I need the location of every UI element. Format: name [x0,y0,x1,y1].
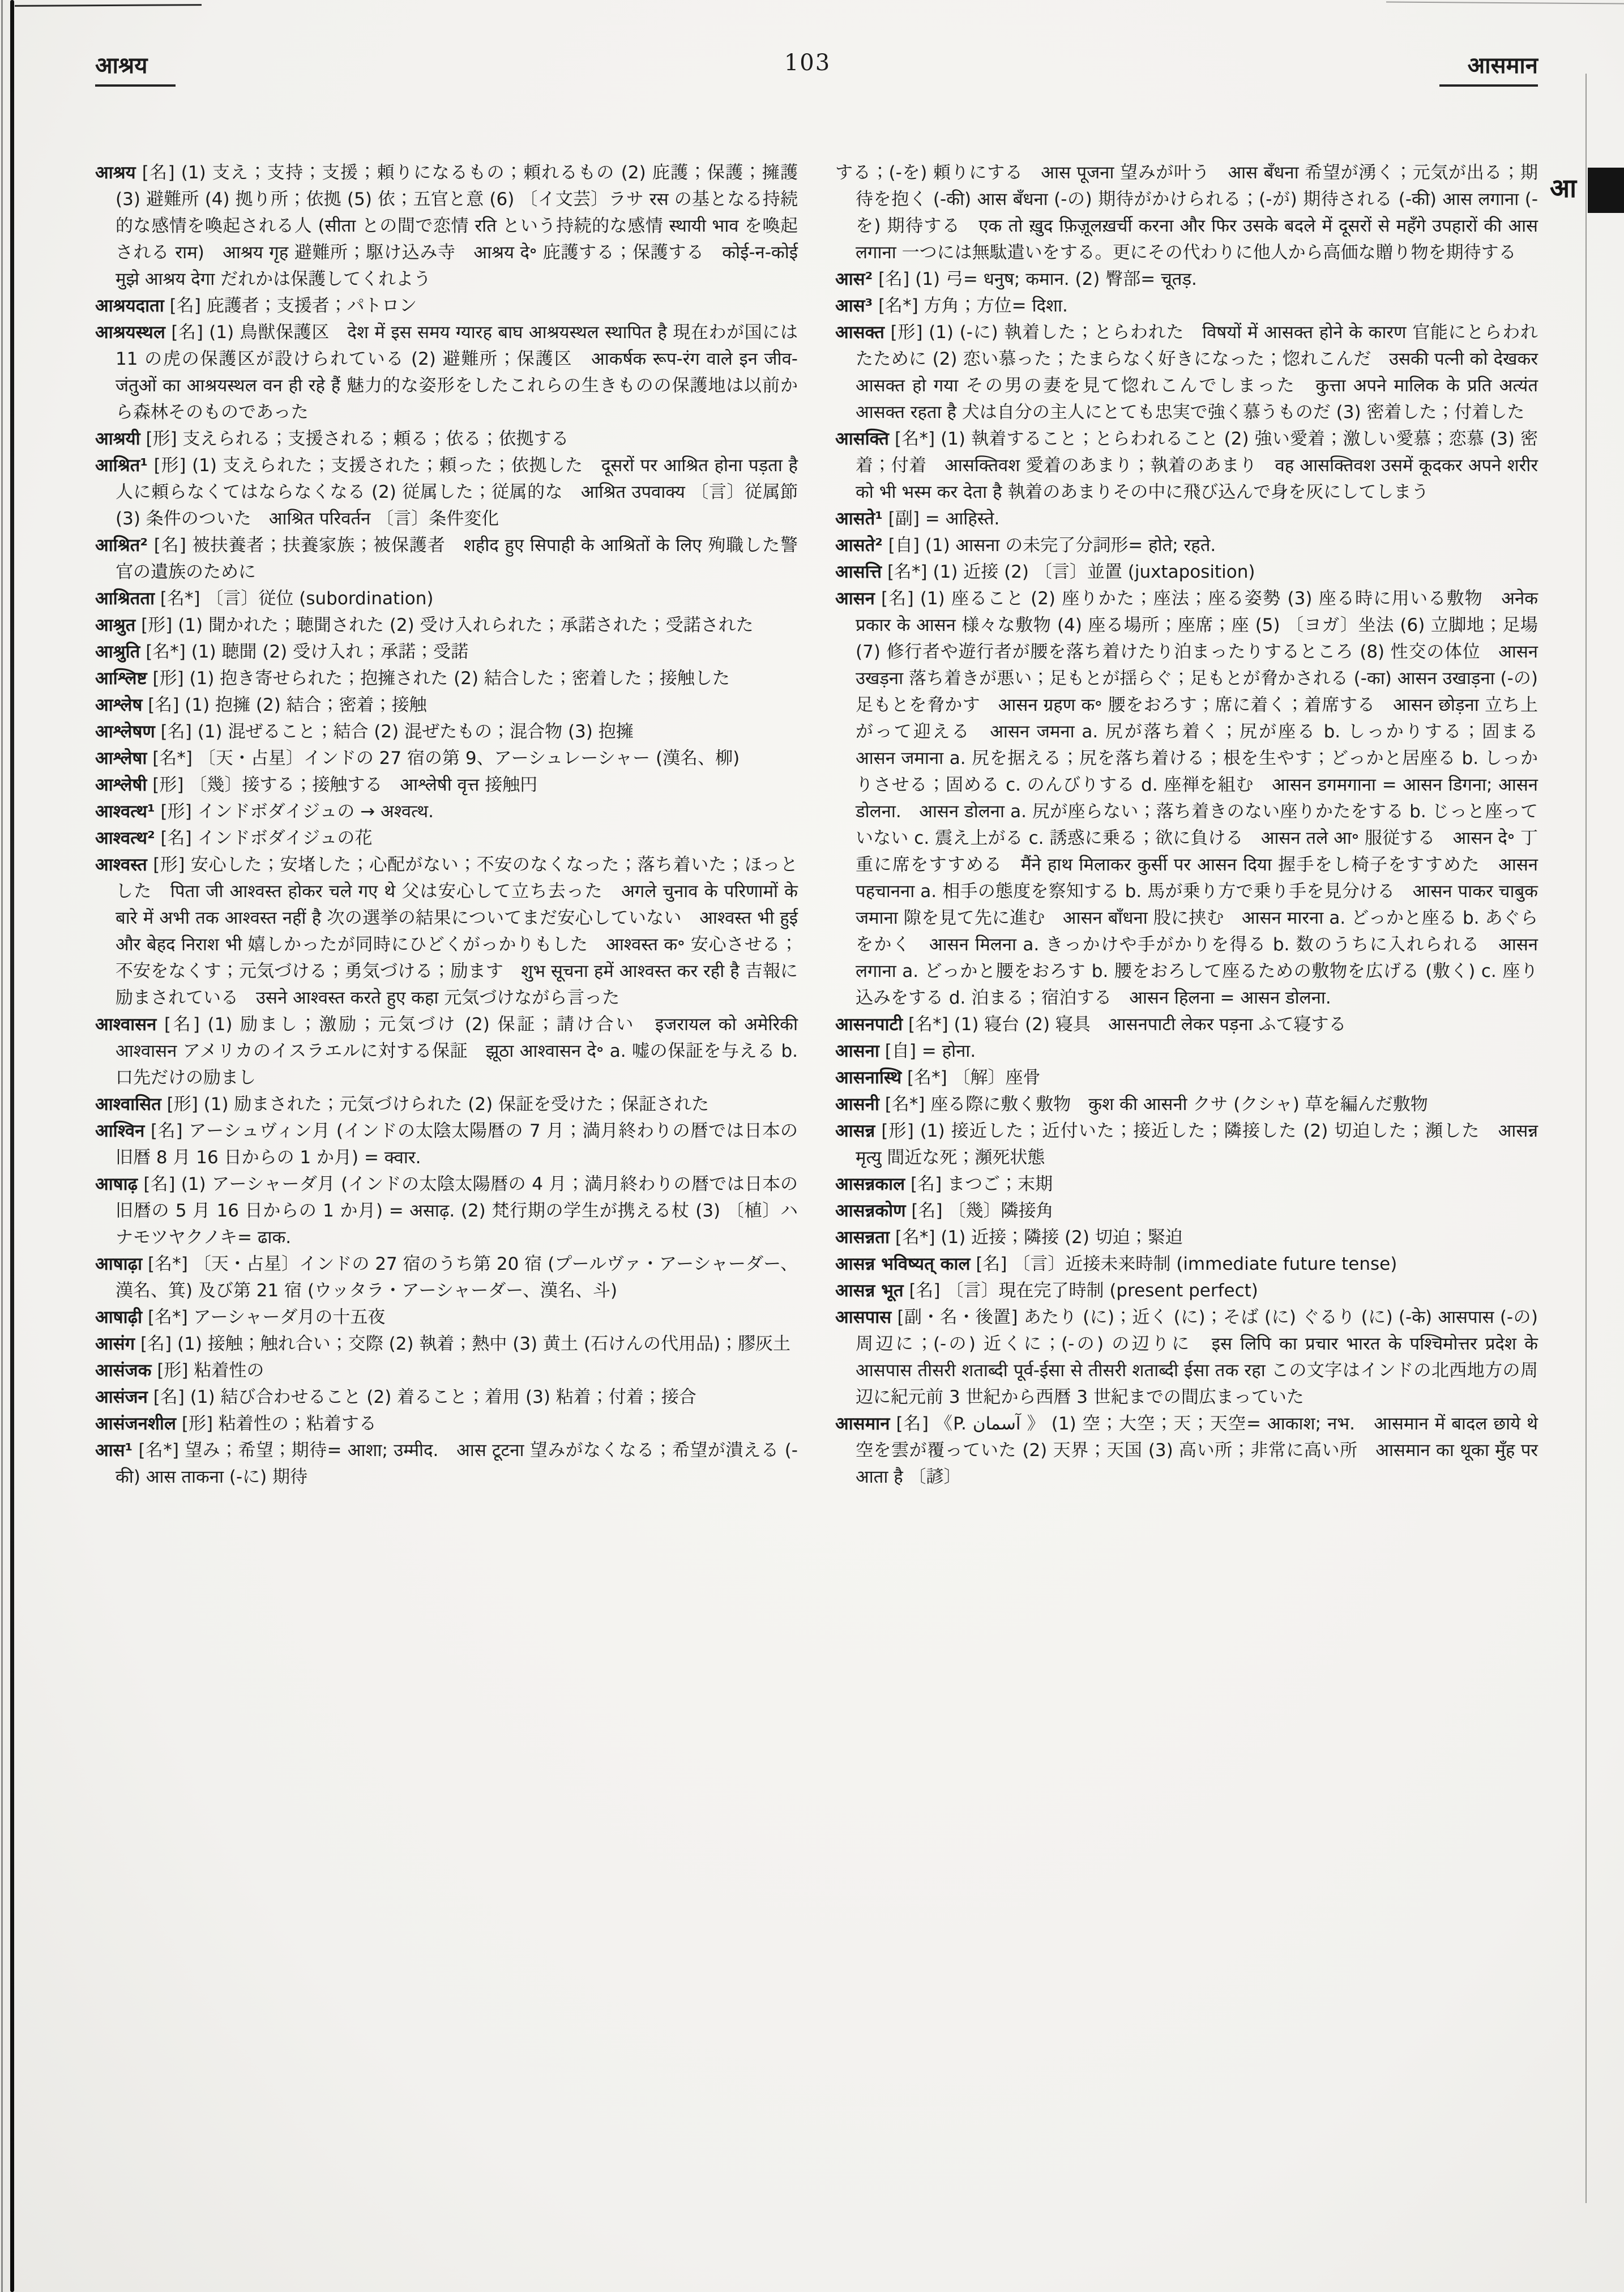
dictionary-entry [95,1358,798,1384]
scan-edge-shadow-artifact [1,0,3,2292]
headword: आसंग [95,1334,135,1354]
entry-body: [名*] (1) 近接 (2) 〔言〕並置 (juxtaposition) [887,562,1255,582]
headword: आश्रित² [95,535,148,556]
headword: आसक्त [835,322,884,343]
headword: आसते² [835,535,883,556]
dictionary-entry [95,1091,798,1118]
entry-body: [名] アーシュヴィン月 (インドの太陰太陽暦の 7 月；満月終わりの暦では日本の旧暦 8 月 16 日からの 1 か月) = क्वार. [116,1121,798,1168]
entry-body: する；(-を) 頼りにする आस पूजना 望みが叶う आस बँधना 希望が湧く；元気が出る；期待を抱く (-की) आस बँधना (-の) 期待がかけられる；(-が) 期待される (-की) आस लगाना (-を) 期待する एक तो ख़ुद फ़िज़ूलख़र्ची करना और फिर उसके बदले में दूसरों से महँगे उपहारों की आस लगाना 一つには無駄遣いをする。更にその代わりに他人から高価な贈り物を期待する [835,163,1538,263]
right-column [835,160,1555,1491]
entry-body: [形] 支えられる；支援される；頼る；依る；依拠する [146,429,569,449]
headword: आश्लेषण [95,722,155,742]
entry-body: [名] まつご；末期 [911,1174,1053,1194]
headword: आश्वत्थ¹ [95,801,155,822]
entry-body: [形] 安心した；安堵した；心配がない；不安のなくなった；落ち着いた；ほっとした पिता जी आश्वस्त होकर चले गए थे 父は安心して立ち去った अगले चुनाव के परिणामों के बारे में अभी तक आश्वस्त नहीं है 次の選挙の結果についてまだ安心していない आश्वस्त भी हुई और बेहद निराश भी 嬉しかったが同時にひどくがっかりもした आश्वस्त क॰ 安心させる；不安をなくす；元気づける；勇気づける；励ます शुभ सूचना हमें आश्वस्त कर रही है 吉報に励まされている उसने आश्वस्त करते हुए कहा 元気づけながら言った [116,855,798,1008]
headword: आश्लेष [95,695,143,715]
dictionary-entry [95,852,798,1011]
scan-spine-line-artifact [10,0,14,2292]
headword: आश्रुत [95,615,136,635]
headword: आश्रित¹ [95,455,148,476]
dictionary-entry [835,160,1538,266]
headword: आसंजक [95,1360,152,1381]
headword: आसनपाटी [835,1014,903,1035]
dictionary-entry [835,1224,1538,1251]
dictionary-entry [95,1411,798,1437]
dictionary-entry [95,692,798,719]
dictionary-entry [95,799,798,825]
entry-body: [副] = आहिस्ते. [888,509,1000,529]
entry-body: [自] = होना. [884,1041,976,1061]
headword: आश्रुति [95,642,140,662]
entry-body: [形] インドボダイジュの → अश्वत्थ. [160,801,434,822]
entry-body: [名] 《P. آسمان 》 (1) 空；大空；天；天空= आकाश; नभ. आसमान में बादल छाये थे 空を雲が覆っていた (2) 天界；天国 (3) 高い所；非常に高い所 आसमान का थूका मुँह पर आता है 〔諺〕 [856,1414,1538,1487]
entry-body: [名*] 〔言〕従位 (subordination) [160,588,434,609]
entry-body: [形] (1) 聞かれた；聴聞された (2) 受け入れられた；承諾された；受諾された [141,615,754,635]
headword: आश्विन [95,1121,145,1141]
entry-body: [名] (1) 励まし；激励；元気づけ (2) 保証；請け合い इजरायल को अमेरिकी आश्वासन アメリカのイスラエルに対する保証 झूठा आश्वासन दे॰ a. 嘘の保証を与える b. 口先だけの励まし [116,1014,798,1088]
headword: आसनी [835,1094,879,1115]
left-column [95,160,798,1491]
scan-top-line-artifact [15,4,202,7]
headword: आसंजनशील [95,1414,176,1434]
dictionary-entry [835,319,1538,426]
headword: आसन्नता [835,1227,890,1248]
headword: आसना [835,1041,879,1061]
entry-body: [名] (1) アーシャーダ月 (インドの太陰太陽暦の 4 月；満月終わりの暦では日本の旧暦の 5 月 16 日からの 1 か月) = असाढ़. (2) 梵行期の学生が携える杖 (3) 〔植〕ハナモツヤクノキ= ढाक. [116,1174,798,1248]
thumb-index-tab [1588,168,1624,213]
scan-top-right-artifact [1386,2,1624,5]
dictionary-entry [95,1011,798,1091]
entry-body: [形] (1) 支えられた；支援された；頼った；依拠した दूसरों पर आश्रित होना पड़ता है 人に頼らなくてはならなくなる (2) 従属した；従属的な आश्रित उपवाक्य 〔言〕従属節 (3) 条件のついた आश्रित परिवर्तन 〔言〕条件変化 [116,455,798,529]
entry-body: [名] 〔幾〕隣接角 [911,1201,1054,1221]
page-edge-line [1585,74,1587,2203]
entry-body: [名] 〔言〕近接未来時制 (immediate future tense) [976,1254,1398,1274]
headword: आश्वासन [95,1014,157,1035]
headword: आसन [835,588,875,609]
headword: आश्रयदाता [95,296,164,316]
dictionary-entry [835,293,1538,319]
headword: आश्रयी [95,429,140,449]
entry-body: [形] 〔幾〕接する；接触する आश्लेषी वृत्त 接触円 [152,775,538,795]
entry-body: [名] (1) 混ぜること；結合 (2) 混ぜたもの；混合物 (3) 抱擁 [160,722,634,742]
entry-body: [名] 〔言〕現在完了時制 (present perfect) [909,1281,1258,1301]
dictionary-entry [835,586,1555,1011]
headword: आषाढ़ा [95,1254,143,1274]
dictionary-entry [95,426,798,453]
page-header [95,49,1538,87]
dictionary-entry [95,772,798,799]
entry-body: [名] インドボダイジュの花 [160,828,373,848]
headword: आस² [835,269,873,289]
headword: आश्रितता [95,588,155,609]
dictionary-entry [95,665,798,692]
dictionary-entry [835,559,1538,586]
headword: आश्लेषी [95,775,147,795]
dictionary-entry [835,1411,1538,1491]
page-number: 103 [784,50,831,76]
entry-body: [形] (1) (-に) 執着した；とらわれた विषयों में आसक्त होने के कारण 官能にとらわれたために (2) 恋い慕った；たまらなく好きになった；惚れこんだ उसकी पत्नी को देखकर आसक्त हो गया その男の妻を見て惚れこんでしまった कुत्ता अपने मालिक के प्रति अत्यंत आसक्त रहता है 犬は自分の主人にとても忠実で強く慕うものだ (3) 密着した；付着した [856,322,1538,422]
entry-body: [形] 粘着性の [157,1360,264,1381]
dictionary-entry [835,1171,1538,1198]
dictionary-entry [95,586,798,612]
dictionary-entry [95,1384,798,1411]
headword: आसन्नकाल [835,1174,905,1194]
entry-body: [名*] 〔天・占星〕インドの 27 宿のうち第 20 宿 (プールヴァ・アーシャーダー、漢名、箕) 及び第 21 宿 (ウッタラ・アーシャーダー、漢名、斗) [116,1254,798,1301]
entry-body: [名*] 方角；方位= दिशा. [878,296,1068,316]
headword: आसन्नकोण [835,1201,906,1221]
entry-body: [名] (1) 抱擁 (2) 結合；密着；接触 [148,695,427,715]
entry-body: [名*] 望み；希望；期待= आशा; उम्मीद. आस टूटना 望みがなくなる；希望が潰える (-की) आस ताकना (-に) 期待 [116,1440,798,1487]
dictionary-entry [95,532,798,586]
entry-body: [形] 粘着性の；粘着する [181,1414,377,1434]
headword: आसंजन [95,1387,148,1407]
dictionary-entry [835,266,1538,293]
entry-body: [形] (1) 励まされた；元気づけられた (2) 保証を受けた；保証された [166,1094,710,1115]
entry-body: [名] (1) 座ること (2) 座りかた；座法；座る姿勢 (3) 座る時に用いる敷物 अनेक प्रकार के आसन 様々な敷物 (4) 座る場所；座席；座 (5) 〔ヨガ〕坐法 (6) 立脚地；足場 (7) 修行者や遊行者が腰を落ち着けたり泊まったりするところ (8) 性交の体位 आसन उखड़ना 落ち着きが悪い；足もとが揺らぐ；足もとが脅かされる (-का) आसन उखाड़ना (-の) 足もとを脅かす आसन ग्रहण क॰ 腰をおろす；席に着く；着席する आसन छोड़ना 立ち上がって迎える आसन जमना a. 尻が落ち着く；尻が座る b. しっかりする；固まる आसन जमाना a. 尻を据える；尻を落ち着ける；根を生やす；どっかと居座る b. しっかりさせる；固める c. のんびりする d. 座禅を組む आसन डगमगाना = आसन डिगना; आसन डोलना. आसन डोलना a. 尻が座らない；落ち着きのない座りかたをする b. じっと座っていない c. 震え上がる c. 誘惑に乗る；欲に負ける आसन तले आ॰ 服従する आसन दे॰ 丁重に席をすすめる मैंने हाथ मिलाकर कुर्सी पर आसन दिया 握手をし椅子をすすめた आसन पहचानना a. 相手の態度を察知する b. 馬が乗り方で乗り手を見分ける आसन पाकर चाबुक जमाना 隙を見て先に進む आसन बाँधना 股に挟む आसन मारना a. どっかと座る b. あぐらをかく आसन मिलना a. きっかけや手がかりを得る b. 数のうちに入れられる आसन लगाना a. どっかと腰をおろす b. 腰をおろして座るための敷物を広げる (敷く) c. 座り込みをする d. 泊まる；宿泊する आसन हिलना = आसन डोलना. [856,588,1555,1008]
headword: आसन्न भविष्यत् काल [835,1254,971,1274]
dictionary-entry [835,1251,1538,1278]
dictionary-entry [95,1171,798,1251]
entry-body: [名] (1) 弓= धनुष; कमान. (2) 臀部= चूतड़. [878,269,1197,289]
entry-body: [形] (1) 抱き寄せられた；抱擁された (2) 結合した；密着した；接触した [152,668,730,689]
dictionary-entry [835,1011,1538,1038]
headword: आश्वत्थ² [95,828,155,848]
headword: आसनास्थि [835,1068,902,1088]
headword: आसन्न भूत [835,1281,904,1301]
dictionary-entry [835,1118,1538,1171]
entry-body: [名] 庇護者；支援者；パトロン [169,296,417,316]
headword: आषाढ़ी [95,1307,143,1328]
entry-body: [名] (1) 鳥獣保護区 देश में इस समय ग्यारह बाघ आश्रयस्थल स्थापित है 現在わが国には 11 の虎の保護区が設けられている (2) 避難所；保護区 आकर्षक रूप-रंग वाले इन जीव-जंतुओं का आश्रयस्थल वन ही रहे हैं 魅力的な姿形をしたこれらの生きものの保護地は以前から森林そのものであった [116,322,798,422]
dictionary-entry [95,160,798,293]
entry-body: [名] (1) 支え；支持；支援；頼りになるもの；頼れるもの (2) 庇護；保護；擁護 (3) 避難所 (4) 拠り所；依拠 (5) 依；五官と意 (6) 〔イ文芸〕ラサ रस の基となる持続的な感情を喚起される人 (सीता との間で恋情 रति という持続的な感情 स्थायी भाव を喚起される राम) आश्रय गृह 避難所；駆け込み寺 आश्रय दे॰ 庇護する；保護する कोई-न-कोई मुझे आश्रय देगा だれかは保護してくれよう [116,163,798,289]
dictionary-entry [95,1118,798,1171]
dictionary-entry [95,1331,798,1358]
headword: आस¹ [95,1440,133,1461]
headword: आसमान [835,1414,890,1434]
entry-body: [形] (1) 接近した；近付いた；接近した；隣接した (2) 切迫した；瀕した आसन्न मृत्यु 間近な死；瀕死状態 [856,1121,1538,1168]
headword: आसपास [835,1307,892,1328]
dictionary-entry [835,1304,1538,1411]
entry-body: [名*] (1) 聴聞 (2) 受け入れ；承諾；受諾 [146,642,469,662]
headword: आस³ [835,296,873,316]
guide-word-right: आसमान [1439,49,1538,87]
dictionary-entry [95,825,798,852]
dictionary-entry [835,1278,1538,1304]
dictionary-entry [835,532,1538,559]
headword: आसन्न [835,1121,875,1141]
entry-body: [副・名・後置] あたり (に)；近く (に)；そば (に) ぐるり (に) (-के) आसपास (-の) 周辺に；(-の) 近くに；(-の) の辺りに इस लिपि का प्रचार भारत के पश्चिमोत्तर प्रदेश के आसपास तीसरी शताब्दी पूर्व-ईसा से तीसरी शताब्दी ईसा तक रहा この文字はインドの北西地方の周辺に紀元前 3 世紀から西暦 3 世紀までの間広まっていた [856,1307,1538,1407]
guide-word-left: आश्रय [95,49,176,87]
thumb-index-label: आ [1549,173,1576,203]
headword: आश्रय [95,163,136,183]
dictionary-entry [95,745,798,772]
headword: आश्वस्त [95,855,147,875]
dictionary-entry [835,1038,1538,1065]
entry-body: [名*] 〔天・占星〕インドの 27 宿の第 9、アーシュレーシャー (漢名、柳) [152,748,740,769]
dictionary-entry [835,1065,1538,1091]
dictionary-entry [95,719,798,745]
dictionary-entry [95,612,798,639]
dictionary-entry [835,426,1538,506]
dictionary-entry [95,1437,798,1491]
dictionary-entry [95,293,798,319]
dictionary-entry [95,1251,798,1304]
dictionary-columns [95,160,1555,1491]
dictionary-entry [835,1198,1538,1224]
headword: आसक्ति [835,429,889,449]
dictionary-entry [835,1091,1538,1118]
headword: आश्लिष्ट [95,668,147,689]
entry-body: [名*] 座る際に敷く敷物 कुश की आसनी クサ (クシャ) 草を編んだ敷物 [884,1094,1428,1115]
dictionary-entry [95,453,798,532]
dictionary-entry [95,319,798,426]
entry-body: [名*] 〔解〕座骨 [907,1068,1041,1088]
entry-body: [名*] (1) 近接；隣接 (2) 切迫；緊迫 [895,1227,1183,1248]
entry-body: [名*] (1) 執着すること；とらわれること (2) 強い愛着；激しい愛慕；恋慕 (3) 密着；付着 आसक्तिवश 愛着のあまり；執着のあまり वह आसक्तिवश उसमें कूदकर अपने शरीर को भी भस्म कर देता है 執着のあまりその中に飛び込んで身を灰にしてしまう [856,429,1538,502]
entry-body: [名*] (1) 寝台 (2) 寝具 आसनपाटी लेकर पड़ना ふて寝する [908,1014,1347,1035]
headword: आसत्ति [835,562,882,582]
entry-body: [自] (1) आसना の未完了分詞形= होते; रहते. [888,535,1216,556]
dictionary-entry [835,506,1538,532]
headword: आश्वासित [95,1094,161,1115]
headword: आषाढ़ [95,1174,138,1194]
entry-body: [名] (1) 接触；触れ合い；交際 (2) 執着；熱中 (3) 黄土 (石けんの代用品)；膠灰土 [140,1334,791,1354]
entry-body: [名] (1) 結び合わせること (2) 着ること；着用 (3) 粘着；付着；接合 [153,1387,696,1407]
headword: आश्रयस्थल [95,322,165,343]
entry-body: [名] 被扶養者；扶養家族；被保護者 शहीद हुए सिपाही के आश्रितों के लिए 殉職した警官の遺族のために [116,535,798,582]
dictionary-entry [95,639,798,665]
headword: आश्लेषा [95,748,147,769]
headword: आसते¹ [835,509,883,529]
dictionary-entry [95,1304,798,1331]
entry-body: [名*] アーシャーダ月の十五夜 [147,1307,386,1328]
